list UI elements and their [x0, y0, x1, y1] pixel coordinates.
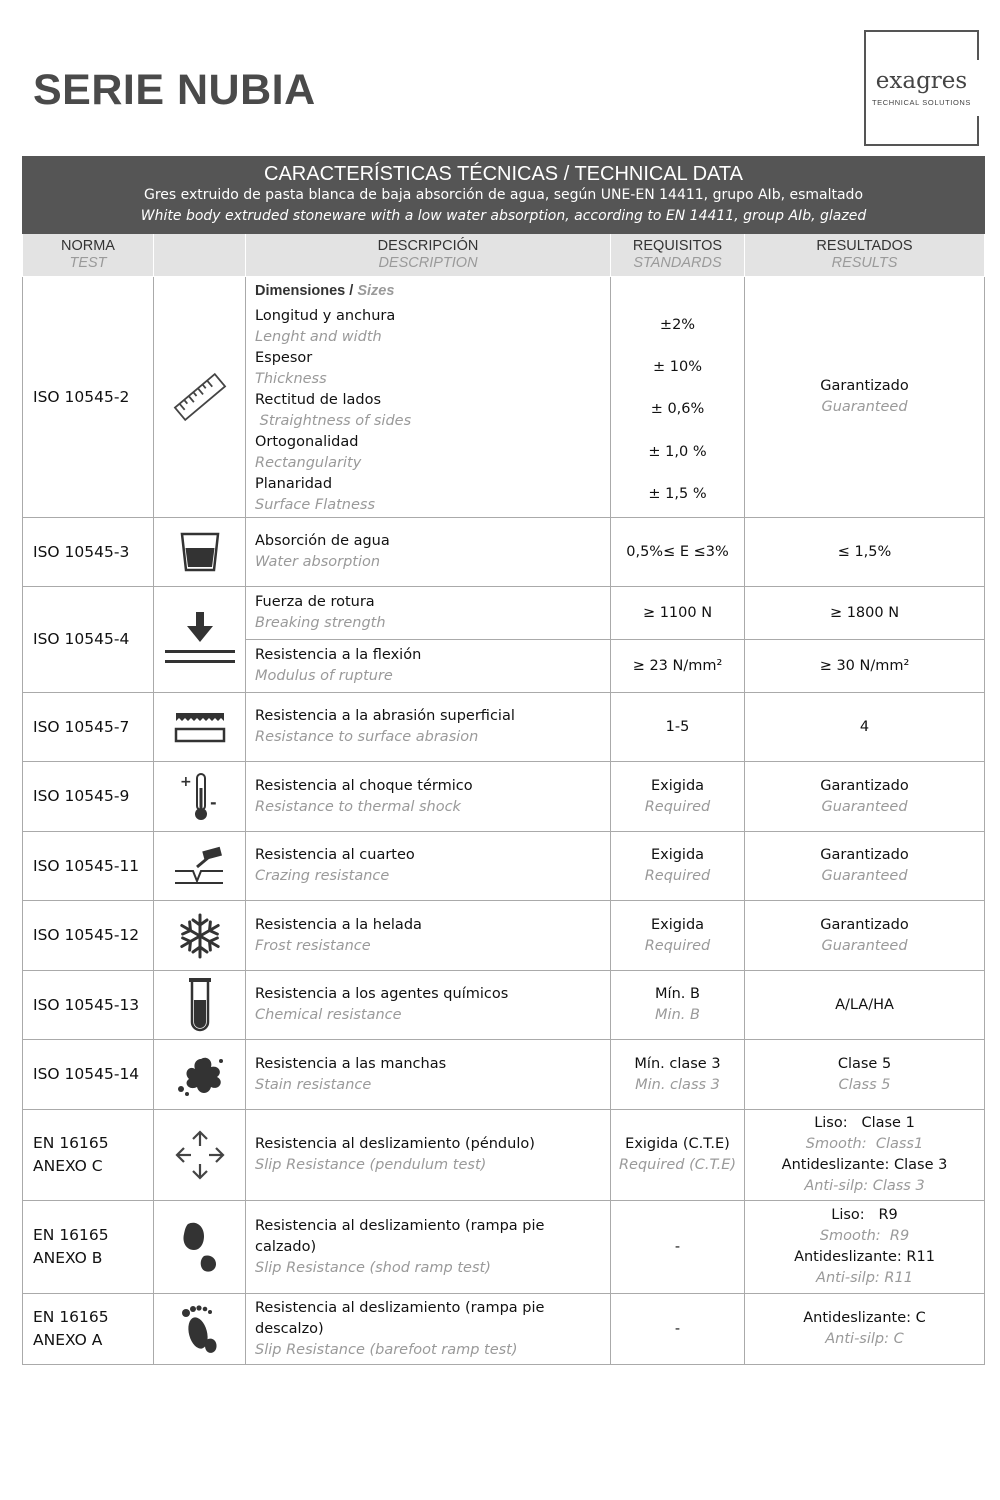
table-row	[23, 762, 985, 832]
exagres-logo	[864, 30, 979, 146]
cell-text: Espesor	[255, 350, 313, 366]
col-header-results	[745, 234, 985, 277]
cell-text: ANEXO B	[33, 1249, 103, 1267]
table-row	[23, 693, 985, 762]
cell-text: Resistencia a la abrasión superficial	[255, 708, 515, 724]
cell-text: Ortogonalidad	[255, 434, 359, 450]
cell-text: Garantizado	[820, 916, 909, 933]
cell-text: Rectitud de lados	[255, 392, 381, 408]
cell-text: Guaranteed	[821, 937, 908, 954]
cell-text: Resistencia a los agentes químicos	[255, 986, 509, 1002]
banner-line-en: White body extruded stoneware with a low water absorption, according to EN 14411, group AIb, glazed	[140, 208, 867, 224]
cell-text: 4	[745, 693, 985, 762]
cell-text: A/LA/HA	[745, 971, 985, 1040]
cell-text: Anti-silp: C	[825, 1331, 904, 1347]
cell-text: Exigida	[650, 916, 705, 933]
cell-text: RESULTS	[831, 255, 898, 271]
cell-text: Class 5	[838, 1076, 891, 1093]
cell-text: Stain resistance	[255, 1076, 372, 1093]
page-title: SERIE NUBIA	[33, 66, 316, 114]
table-row	[23, 518, 985, 587]
hammer-crack-icon	[154, 832, 246, 901]
logo-tagline: TECHNICAL SOLUTIONS	[871, 98, 972, 107]
cell-text: Slip Resistance (pendulum test)	[255, 1157, 487, 1173]
cell-text: Resistencia al deslizamiento (péndulo)	[255, 1136, 535, 1152]
cell-text: Garantizado	[820, 378, 909, 394]
cell-text: Resistencia a las manchas	[255, 1055, 447, 1072]
cell-text: Slip Resistance (barefoot ramp test)	[255, 1341, 518, 1358]
cell-text: ISO 10545-14	[23, 1040, 154, 1110]
thermometer-icon	[154, 762, 246, 832]
cell-text: ≥ 23 N/mm²	[611, 640, 745, 693]
bare-footprint-icon	[154, 1294, 246, 1365]
cell-text: RESULTADOS	[816, 238, 913, 254]
technical-data-table	[22, 156, 985, 1365]
table-row	[23, 1294, 985, 1365]
cell-text: Clase 5	[837, 1055, 892, 1072]
cell-text: Anti-silp: Class 3	[804, 1178, 925, 1194]
cell-text: Longitud y anchura	[255, 308, 396, 324]
cell-text: Guaranteed	[821, 399, 908, 415]
cell-text: Min. class 3	[635, 1076, 720, 1093]
cell-text: ISO 10545-4	[23, 587, 154, 693]
table-row	[23, 901, 985, 971]
abrasion-icon	[154, 693, 246, 762]
table-row	[23, 832, 985, 901]
col-header-icon	[154, 234, 246, 277]
cell-text: ≥ 30 N/mm²	[745, 640, 985, 693]
cell-text: Resistencia al deslizamiento (rampa pie descalzo)	[255, 1299, 545, 1337]
cell-text: EN 16165	[33, 1308, 109, 1326]
cell-text: Straightness of sides	[255, 413, 412, 429]
cell-text: Sizes	[357, 283, 395, 299]
snowflake-icon	[154, 901, 246, 971]
cell-text: Surface Flatness	[255, 497, 376, 513]
cell-text: Fuerza de rotura	[255, 594, 375, 610]
cell-text: 0,5%≤ E ≤3%	[626, 543, 729, 560]
cell-text: ≤ 1,5%	[837, 543, 892, 560]
cell-text: REQUISITOS	[632, 238, 723, 254]
cell-text: ± 1,5 %	[648, 486, 707, 502]
cell-text: Resistance to surface abrasion	[255, 729, 479, 745]
svg-text:-: -	[209, 792, 217, 812]
cell-text: Water absorption	[255, 554, 381, 570]
cell-text: ≥ 1800 N	[745, 587, 985, 640]
cell-text: Resistencia al deslizamiento (rampa pie calzado)	[255, 1217, 545, 1255]
cell-text: ANEXO C	[33, 1157, 103, 1175]
cell-text: Resistencia al cuarteo	[255, 847, 415, 863]
cell-text: ISO 10545-7	[23, 693, 154, 762]
table-row	[23, 1110, 985, 1201]
cell-text: Resistencia a la flexión	[255, 647, 422, 663]
cell-text: Mín. clase 3	[634, 1055, 721, 1072]
cell-text: STANDARDS	[633, 255, 722, 271]
cell-text: Absorción de agua	[255, 533, 390, 549]
banner-line-es: Gres extruido de pasta blanca de baja absorción de agua, según UNE-EN 14411, grupo AIb, esmaltado	[144, 187, 864, 203]
cell-text: Frost resistance	[255, 937, 371, 954]
pendulum-arrows-icon	[154, 1110, 246, 1201]
table-row	[23, 1040, 985, 1110]
cell-text: ISO 10545-13	[23, 971, 154, 1040]
cell-text: Liso: Clase 1	[814, 1115, 915, 1131]
cell-text: Required	[644, 798, 711, 815]
cell-text: -	[611, 1294, 745, 1365]
cell-text: Exigida	[650, 777, 705, 794]
logo-brand: exagres	[875, 68, 968, 94]
cell-text: Crazing resistance	[255, 868, 390, 884]
cell-text: Chemical resistance	[255, 1007, 402, 1023]
cell-text: Garantizado	[820, 777, 909, 794]
cell-text: TEST	[69, 255, 107, 271]
cell-text: ± 0,6%	[650, 401, 705, 417]
cell-text: ≥ 1100 N	[611, 587, 745, 640]
cell-text: Required (C.T.E)	[618, 1157, 737, 1173]
dimensions-standards	[611, 277, 745, 518]
table-banner	[23, 157, 985, 234]
cell-text: Required	[644, 937, 711, 954]
dimensions-description	[246, 277, 611, 518]
cell-text: Slip Resistance (shod ramp test)	[255, 1259, 491, 1276]
cell-text: DESCRIPTION	[378, 255, 478, 271]
cell-text: Resistencia a la helada	[255, 916, 422, 933]
test-tube-icon	[154, 971, 246, 1040]
cell-text: Smooth: R9	[819, 1228, 910, 1244]
cell-text: Rectangularity	[255, 455, 362, 471]
cell-text: ± 10%	[653, 359, 702, 375]
cell-text: Anti-silp: R11	[816, 1270, 913, 1286]
banner-title: CARACTERÍSTICAS TÉCNICAS / TECHNICAL DATA	[264, 163, 743, 185]
cell-text: Thickness	[255, 371, 327, 387]
cell-text: Lenght and width	[255, 329, 382, 345]
cell-text: Breaking strength	[255, 615, 386, 631]
cell-text: ± 1,0 %	[648, 444, 707, 460]
cell-text: Antideslizante: Clase 3	[781, 1157, 948, 1173]
cell-text: Exigida	[650, 847, 705, 863]
cell-text: Required	[644, 868, 711, 884]
cell-text: ISO 10545-9	[23, 762, 154, 832]
cell-text: ISO 10545-11	[23, 832, 154, 901]
cell-text: Smooth: Class1	[805, 1136, 924, 1152]
cell-text: Antideslizante: R11	[794, 1249, 935, 1265]
water-glass-icon	[154, 518, 246, 587]
cell-text: Resistencia al choque térmico	[255, 777, 473, 794]
cell-text: Dimensiones /	[255, 283, 354, 299]
cell-text: Garantizado	[820, 847, 909, 863]
stain-splash-icon	[154, 1040, 246, 1110]
col-header-standards	[611, 234, 745, 277]
norma-cell: ISO 10545-2	[23, 277, 154, 518]
shoe-print-icon	[154, 1201, 246, 1294]
cell-text: Guaranteed	[821, 868, 908, 884]
col-header-description	[246, 234, 611, 277]
col-header-norma	[23, 234, 154, 277]
cell-text: Antideslizante: C	[803, 1310, 926, 1326]
cell-text: ANEXO A	[33, 1331, 103, 1349]
cell-text: Exigida (C.T.E)	[625, 1136, 730, 1152]
cell-text: Guaranteed	[821, 798, 908, 815]
cell-text: ISO 10545-3	[23, 518, 154, 587]
cell-text: Liso: R9	[831, 1207, 898, 1223]
cell-text: Mín. B	[655, 986, 700, 1002]
svg-text:+: +	[179, 773, 192, 790]
cell-text: Modulus of rupture	[255, 668, 393, 684]
breaking-force-icon	[154, 587, 246, 693]
ruler-icon	[154, 277, 246, 518]
cell-text: Resistance to thermal shock	[255, 798, 461, 815]
cell-text: ISO 10545-12	[23, 901, 154, 971]
cell-text: NORMA	[61, 238, 115, 254]
table-row	[23, 971, 985, 1040]
cell-text: EN 16165	[33, 1226, 109, 1244]
cell-text: Min. B	[655, 1007, 700, 1023]
cell-text: ±2%	[659, 317, 696, 333]
cell-text: 1-5	[611, 693, 745, 762]
cell-text: Planaridad	[255, 476, 333, 492]
table-row	[23, 587, 985, 640]
dimensions-results	[745, 277, 985, 518]
cell-text: DESCRIPCIÓN	[377, 238, 479, 254]
cell-text: EN 16165	[33, 1134, 109, 1152]
table-row	[23, 1201, 985, 1294]
cell-text: -	[611, 1201, 745, 1294]
table-row	[23, 277, 985, 518]
